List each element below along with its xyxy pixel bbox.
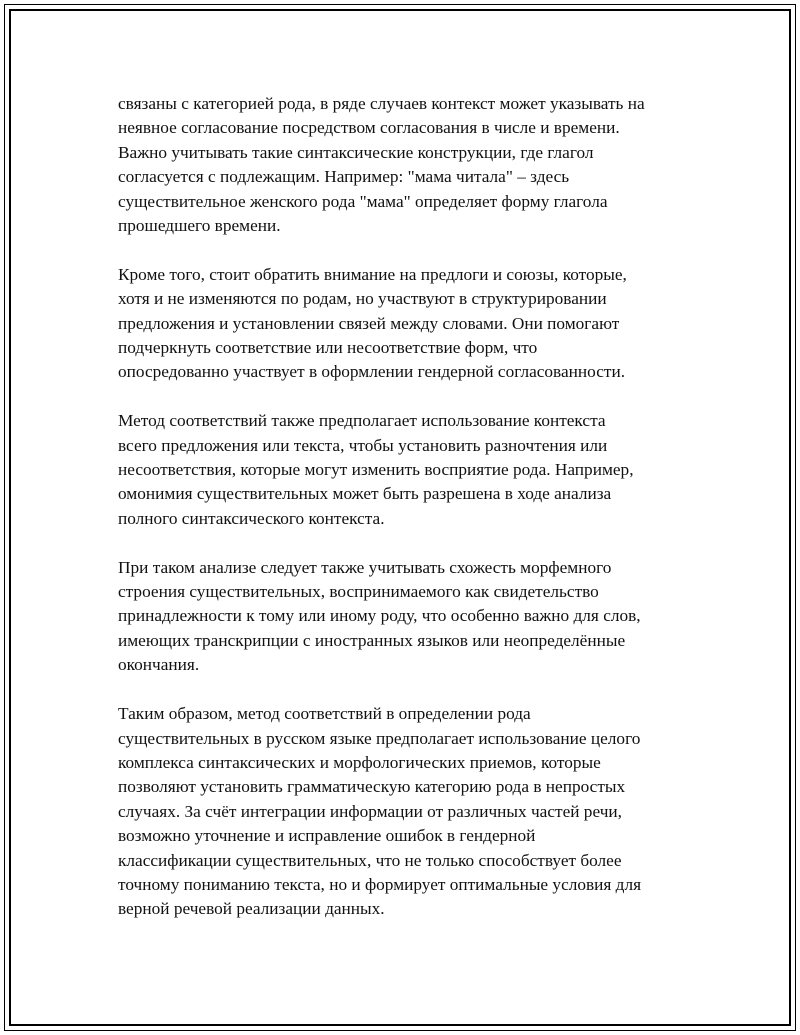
text-line: связаны с категорией рода, в ряде случаев контекст может указывать на — [118, 94, 645, 113]
text-line: предложения и установлении связей между словами. Они помогают — [118, 313, 620, 333]
text-line: верной речевой реализации данных. — [118, 899, 385, 919]
text-line: Метод соответствий также предполагает использование контекста — [118, 411, 606, 431]
text-line: строения существительных, воспринимаемого как свидетельство — [118, 582, 599, 602]
text-line: существительных в русском языке предполагает использование целого — [118, 728, 641, 748]
text-line: имеющих транскрипции с иностранных языков или неопределённые — [118, 630, 626, 650]
text-line: принадлежности к тому или иному роду, что особенно важно для слов, — [118, 606, 641, 626]
text-line: случаях. За счёт интеграции информации от различных частей речи, — [118, 801, 622, 821]
text-line: возможно уточнение и исправление ошибок в гендерной — [118, 826, 536, 846]
text-line: позволяют установить грамматическую категорию рода в непростых — [118, 777, 626, 797]
paragraph-2 — [118, 263, 698, 385]
text-line: классификации существительных, что не только способствует более — [118, 850, 622, 870]
text-line: прошедшего времени. — [118, 216, 281, 236]
text-line: комплекса синтаксических и морфологических приемов, которые — [118, 752, 601, 772]
paragraph-5 — [118, 702, 698, 922]
text-line: опосредованно участвует в оформлении гендерной согласованности. — [118, 362, 626, 382]
text-line: полного синтаксического контекста. — [118, 508, 385, 528]
text-line: точному пониманию текста, но и формирует оптимальные условия для — [118, 874, 642, 894]
text-line: омонимия существительных может быть разрешена в ходе анализа — [118, 484, 612, 504]
text-line: При таком анализе следует также учитывать схожесть морфемного — [118, 557, 612, 577]
text-line: Таким образом, метод соответствий в определении рода — [118, 704, 531, 724]
text-line: подчеркнуть соответствие или несоответствие форм, что — [118, 338, 538, 358]
paragraph-3 — [118, 409, 698, 531]
text-line: окончания. — [118, 655, 200, 675]
document-text — [118, 92, 698, 922]
text-line: несоответствия, которые могут изменить восприятие рода. Например, — [118, 460, 634, 480]
text-line: хотя и не изменяются по родам, но участвуют в структурировании — [118, 289, 607, 309]
text-line: всего предложения или текста, чтобы установить разночтения или — [118, 435, 608, 455]
text-line: Важно учитывать такие синтаксические конструкции, где глагол — [118, 142, 594, 162]
paragraph-4 — [118, 556, 698, 678]
paragraph-1 — [118, 92, 698, 238]
text-line: существительное женского рода "мама" определяет форму глагола — [118, 191, 608, 211]
text-line: Кроме того, стоит обратить внимание на предлоги и союзы, которые, — [118, 264, 627, 284]
text-line: согласуется с подлежащим. Например: "мама читала" – здесь — [118, 167, 570, 187]
text-line: неявное согласование посредством согласования в числе и времени. — [118, 118, 620, 138]
